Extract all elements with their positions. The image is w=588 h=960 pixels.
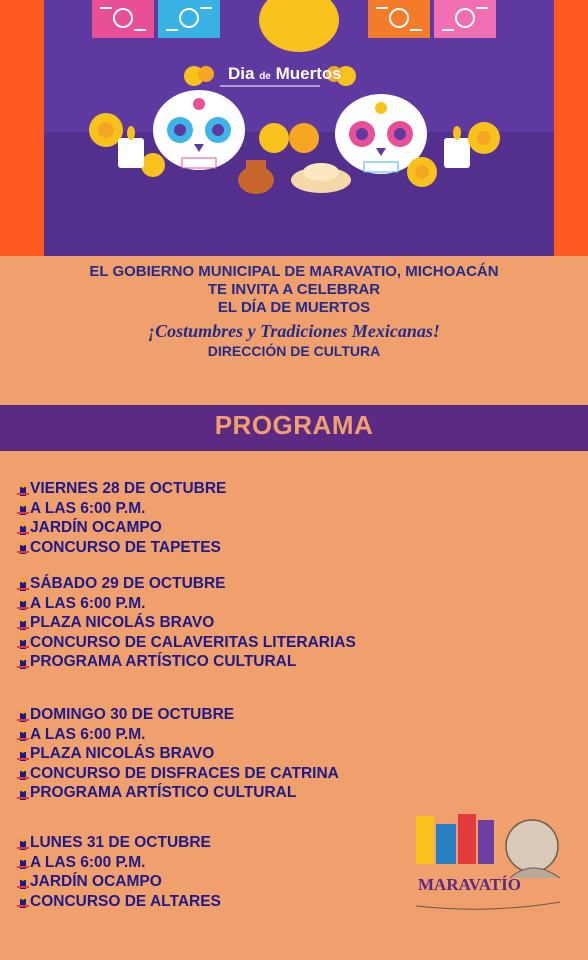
- marigold-cluster-icon: [256, 118, 326, 158]
- program-line: [17, 633, 356, 653]
- candle-bullet-icon: [17, 875, 29, 889]
- day-list-lunes: [17, 833, 221, 911]
- candle-bullet-icon: [17, 635, 29, 649]
- candle-bullet-icon: [17, 655, 29, 669]
- direction-line: DIRECCIÓN DE CULTURA: [207, 343, 381, 359]
- program-title: PROGRAMA: [214, 410, 374, 440]
- invite-line: TE INVITA A CELEBRAR: [207, 281, 381, 298]
- program-line: [17, 574, 356, 594]
- program-line-text: A LAS 6:00 P.M.: [30, 725, 146, 743]
- program-line: [17, 518, 226, 538]
- program-line-text: PLAZA NICOLÁS BRAVO: [30, 614, 215, 631]
- marigold-right-icon: [464, 118, 504, 158]
- candle-bullet-icon: [17, 894, 29, 908]
- program-line-text: A LAS 6:00 P.M.: [30, 499, 146, 517]
- candle-bullet-icon: [17, 521, 29, 535]
- candle-bullet-icon: [17, 501, 29, 515]
- papel-picado-flag-blue: [158, 0, 220, 40]
- pan-de-muerto-icon: [288, 158, 354, 194]
- candle-bullet-icon: [17, 482, 29, 496]
- tagline: ¡Costumbres y Tradiciones Mexicanas!: [148, 321, 440, 341]
- candle-left-icon: [114, 126, 148, 170]
- dia-de-muertos-illustration: [44, 0, 554, 256]
- program-line-text: SÁBADO 29 DE OCTUBRE: [30, 575, 226, 592]
- program-line-text: JARDÍN OCAMPO: [30, 873, 162, 890]
- candle-bullet-icon: [17, 577, 29, 591]
- program-line: [17, 853, 221, 873]
- program-line: [17, 872, 221, 892]
- banner-title: Dia de Muertos: [228, 64, 342, 83]
- celebration-line: EL DÍA DE MUERTOS: [217, 299, 371, 316]
- day-list-domingo: [17, 705, 339, 803]
- program-line-text: PROGRAMA ARTÍSTICO CULTURAL: [30, 784, 297, 801]
- program-line-text: VIERNES 28 DE OCTUBRE: [30, 480, 227, 497]
- marigold-small-icon: [404, 154, 440, 190]
- program-line: [17, 833, 221, 853]
- day-list-sabado: [17, 574, 356, 672]
- program-line: [17, 652, 356, 672]
- program-line-text: CONCURSO DE TAPETES: [30, 538, 221, 556]
- program-line: [17, 705, 339, 725]
- municipality-line: EL GOBIERNO MUNICIPAL DE MARAVATIO, MICHOACÁN: [89, 263, 499, 280]
- maravatio-logo: [410, 810, 580, 920]
- candle-bullet-icon: [17, 836, 29, 850]
- hero-banner: [0, 0, 588, 256]
- program-line-text: A LAS 6:00 P.M.: [30, 853, 146, 871]
- candle-bullet-icon: [17, 596, 29, 610]
- papel-picado-flag-pink: [92, 0, 154, 40]
- program-line-text: CONCURSO DE DISFRACES DE CATRINA: [30, 764, 339, 782]
- candle-bullet-icon: [17, 747, 29, 761]
- candle-bullet-icon: [17, 766, 29, 780]
- program-line-text: A LAS 6:00 P.M.: [30, 594, 146, 612]
- program-line: [17, 613, 356, 633]
- program-line-text: LUNES 31 DE OCTUBRE: [30, 834, 211, 851]
- candle-bullet-icon: [17, 540, 29, 554]
- program-line: [17, 744, 339, 764]
- candle-bullet-icon: [17, 855, 29, 869]
- program-line-text: CONCURSO DE ALTARES: [30, 892, 221, 910]
- program-line: [17, 783, 339, 803]
- program-line-text: PLAZA NICOLÁS BRAVO: [30, 745, 215, 762]
- program-line: [17, 764, 339, 784]
- candle-bullet-icon: [17, 616, 29, 630]
- program-line: [17, 725, 339, 745]
- program-line: [17, 499, 226, 519]
- candle-bullet-icon: [17, 786, 29, 800]
- program-line-text: CONCURSO DE CALAVERITAS LITERARIAS: [30, 633, 356, 651]
- candle-bullet-icon: [17, 727, 29, 741]
- program-line-text: PROGRAMA ARTÍSTICO CULTURAL: [30, 653, 297, 670]
- program-line: [17, 594, 356, 614]
- sun-icon: [234, 0, 364, 60]
- invitation-header: [0, 263, 588, 359]
- program-line-text: JARDÍN OCAMPO: [30, 519, 162, 536]
- program-line: [17, 538, 226, 558]
- clay-pot-icon: [234, 156, 278, 196]
- candle-bullet-icon: [17, 708, 29, 722]
- program-line: [17, 892, 221, 912]
- papel-picado-flag-pink-2: [434, 0, 496, 40]
- logo-name: MARAVATÍO: [418, 875, 521, 894]
- program-line-text: DOMINGO 30 DE OCTUBRE: [30, 706, 235, 723]
- program-line: [17, 479, 226, 499]
- papel-picado-flag-orange: [368, 0, 430, 40]
- day-list-viernes: [17, 479, 226, 557]
